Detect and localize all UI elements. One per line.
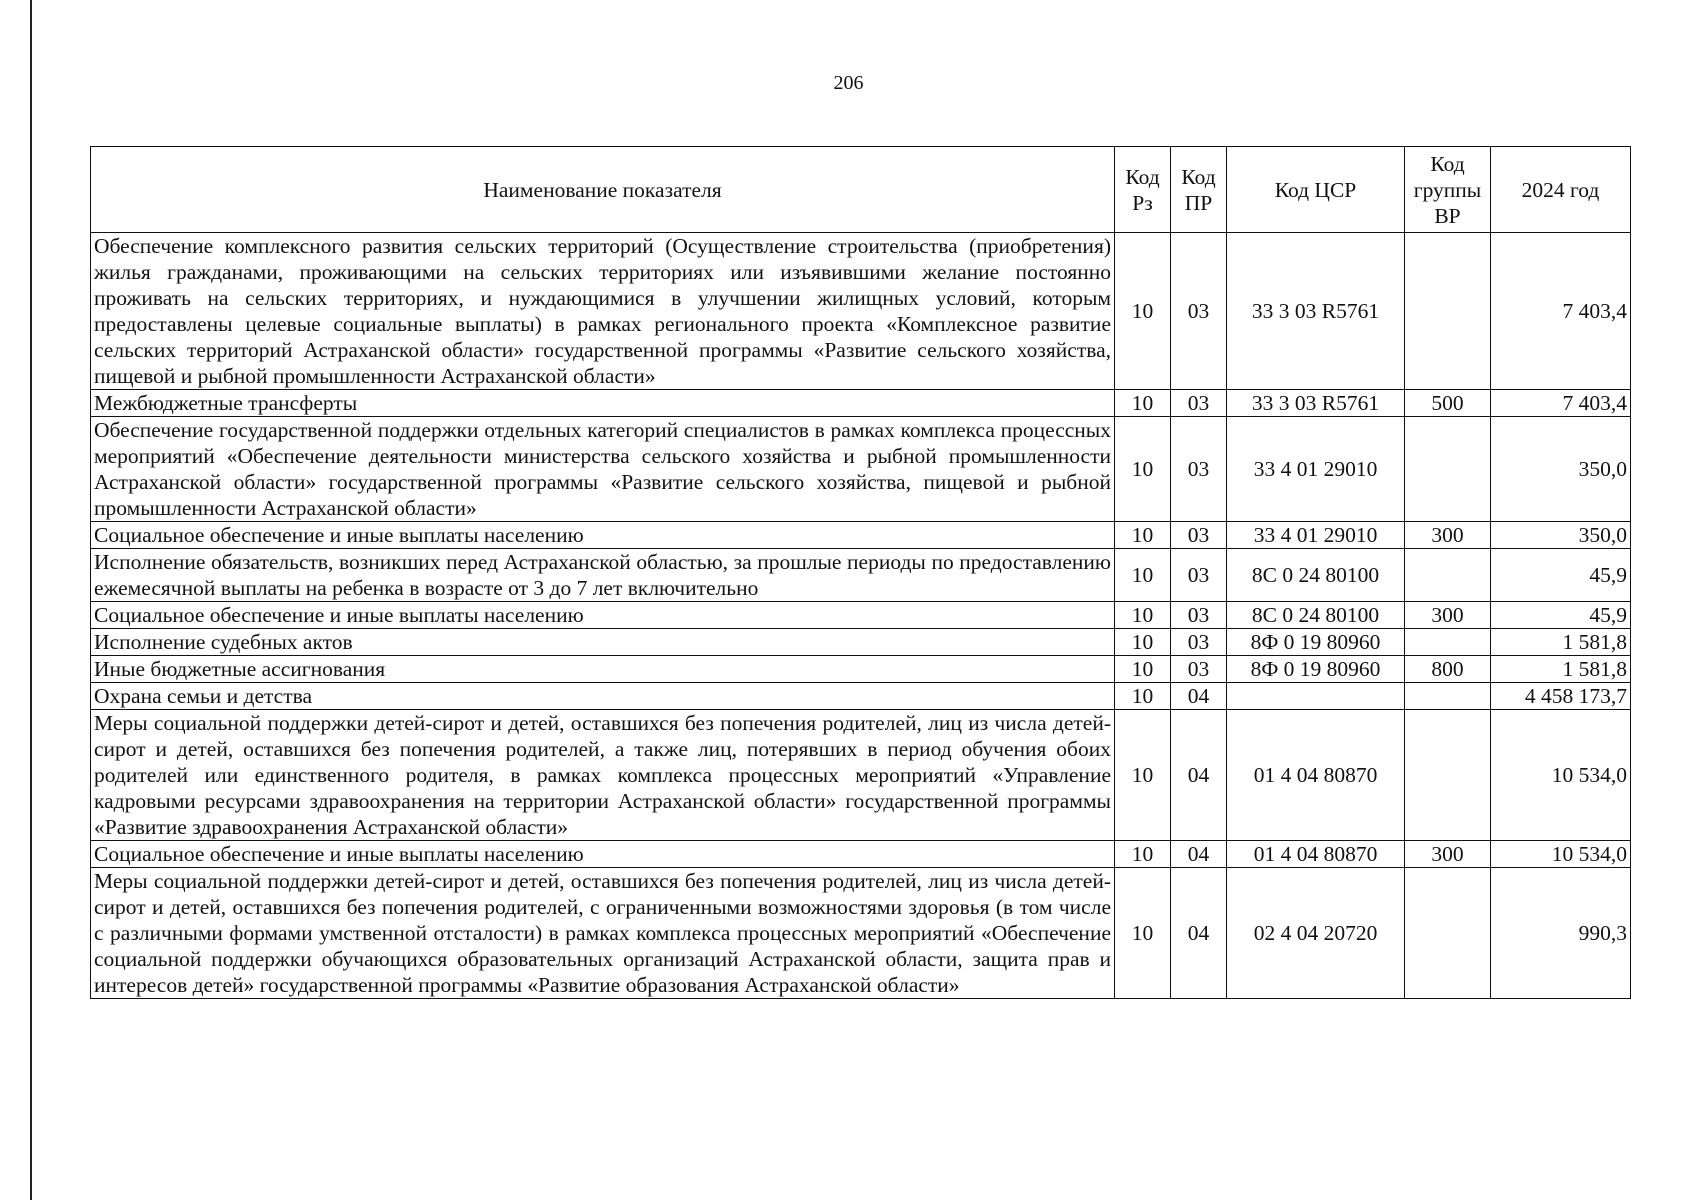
row-pr: 04: [1171, 868, 1227, 999]
table-row: [91, 841, 1631, 868]
row-amount: 4 458 173,7: [1491, 683, 1631, 710]
row-rz: 10: [1115, 868, 1171, 999]
row-vr: 300: [1405, 841, 1491, 868]
table-row: [91, 390, 1631, 417]
row-name: Социальное обеспечение и иные выплаты населению: [91, 602, 1115, 629]
row-vr: [1405, 683, 1491, 710]
row-pr: 03: [1171, 417, 1227, 522]
table-row: [91, 602, 1631, 629]
row-amount: 7 403,4: [1491, 390, 1631, 417]
row-name: Охрана семьи и детства: [91, 683, 1115, 710]
row-pr: 03: [1171, 656, 1227, 683]
row-rz: 10: [1115, 629, 1171, 656]
header-year: 2024 год: [1491, 147, 1631, 233]
row-csr: [1227, 683, 1405, 710]
row-amount: 1 581,8: [1491, 656, 1631, 683]
row-amount: 350,0: [1491, 417, 1631, 522]
row-name: Исполнение судебных актов: [91, 629, 1115, 656]
row-csr: 33 4 01 29010: [1227, 522, 1405, 549]
row-pr: 04: [1171, 683, 1227, 710]
row-rz: 10: [1115, 522, 1171, 549]
row-name: Обеспечение комплексного развития сельских территорий (Осуществление строительства (приобретения) жилья гражданами, проживающими на сельских территориях или изъявившими желание постоянно проживать на сельских территориях, и нуждающимися в улучшении жилищных условий, которым предоставлены целевые социальные выплаты) в рамках регионального проекта «Комплексное развитие сельских территорий Астраханской области» государственной программы «Развитие сельского хозяйства, пищевой и рыбной промышленности Астраханской области»: [91, 233, 1115, 390]
row-name: Социальное обеспечение и иные выплаты населению: [91, 841, 1115, 868]
row-vr: [1405, 233, 1491, 390]
row-amount: 7 403,4: [1491, 233, 1631, 390]
row-pr: 03: [1171, 549, 1227, 602]
row-pr: 03: [1171, 233, 1227, 390]
row-rz: 10: [1115, 417, 1171, 522]
row-amount: 990,3: [1491, 868, 1631, 999]
row-name: Меры социальной поддержки детей-сирот и детей, оставшихся без попечения родителей, лиц из числа детей-сирот и детей, оставшихся без попечения родителей, с ограниченными возможностями здоровья (в том числе с различными формами умственной отсталости) в рамках комплекса процессных мероприятий «Обеспечение социальной поддержки обучающихся образовательных организаций Астраханской области, защита прав и интересов детей» государственной программы «Развитие образования Астраханской области»: [91, 868, 1115, 999]
row-vr: [1405, 868, 1491, 999]
row-csr: 8С 0 24 80100: [1227, 549, 1405, 602]
row-rz: 10: [1115, 602, 1171, 629]
row-vr: 300: [1405, 602, 1491, 629]
row-pr: 03: [1171, 602, 1227, 629]
budget-table: [90, 146, 1631, 999]
row-rz: 10: [1115, 841, 1171, 868]
row-name: Межбюджетные трансферты: [91, 390, 1115, 417]
row-vr: 300: [1405, 522, 1491, 549]
binding-line: [30, 0, 32, 1200]
row-rz: 10: [1115, 390, 1171, 417]
header-name: Наименование показателя: [91, 147, 1115, 233]
row-csr: 01 4 04 80870: [1227, 841, 1405, 868]
header-vr: Код группы ВР: [1405, 147, 1491, 233]
row-amount: 10 534,0: [1491, 841, 1631, 868]
row-csr: 33 4 01 29010: [1227, 417, 1405, 522]
row-rz: 10: [1115, 656, 1171, 683]
table-row: [91, 522, 1631, 549]
page-number: 206: [833, 72, 864, 94]
row-vr: [1405, 417, 1491, 522]
table-row: [91, 656, 1631, 683]
row-csr: 8С 0 24 80100: [1227, 602, 1405, 629]
row-amount: 45,9: [1491, 602, 1631, 629]
row-name: Обеспечение государственной поддержки отдельных категорий специалистов в рамках комплекса процессных мероприятий «Обеспечение деятельности министерства сельского хозяйства и рыбной промышленности Астраханской области» государственной программы «Развитие сельского хозяйства, пищевой и рыбной промышленности Астраханской области»: [91, 417, 1115, 522]
header-rz: Код Рз: [1115, 147, 1171, 233]
table-row: [91, 549, 1631, 602]
row-pr: 04: [1171, 841, 1227, 868]
row-amount: 1 581,8: [1491, 629, 1631, 656]
row-amount: 10 534,0: [1491, 710, 1631, 841]
row-rz: 10: [1115, 683, 1171, 710]
row-amount: 45,9: [1491, 549, 1631, 602]
table-row: [91, 868, 1631, 999]
row-name: Исполнение обязательств, возникших перед Астраханской областью, за прошлые периоды по предоставлению ежемесячной выплаты на ребенка в возрасте от 3 до 7 лет включительно: [91, 549, 1115, 602]
row-csr: 02 4 04 20720: [1227, 868, 1405, 999]
row-csr: 33 3 03 R5761: [1227, 233, 1405, 390]
row-pr: 03: [1171, 390, 1227, 417]
row-name: Меры социальной поддержки детей-сирот и детей, оставшихся без попечения родителей, лиц из числа детей-сирот и детей, оставшихся без попечения родителей, а также лиц, потерявших в период обучения обоих родителей или единственного родителя, в рамках комплекса процессных мероприятий «Управление кадровыми ресурсами здравоохранения на территории Астраханской области» государственной программы «Развитие здравоохранения Астраханской области»: [91, 710, 1115, 841]
row-csr: 8Ф 0 19 80960: [1227, 656, 1405, 683]
row-rz: 10: [1115, 549, 1171, 602]
header-csr: Код ЦСР: [1227, 147, 1405, 233]
row-amount: 350,0: [1491, 522, 1631, 549]
row-vr: [1405, 710, 1491, 841]
row-csr: 33 3 03 R5761: [1227, 390, 1405, 417]
row-name: Иные бюджетные ассигнования: [91, 656, 1115, 683]
row-vr: 500: [1405, 390, 1491, 417]
row-vr: [1405, 629, 1491, 656]
row-csr: 01 4 04 80870: [1227, 710, 1405, 841]
row-pr: 03: [1171, 629, 1227, 656]
row-name: Социальное обеспечение и иные выплаты населению: [91, 522, 1115, 549]
row-rz: 10: [1115, 233, 1171, 390]
table-row: [91, 683, 1631, 710]
row-pr: 04: [1171, 710, 1227, 841]
table-row: [91, 629, 1631, 656]
row-vr: [1405, 549, 1491, 602]
header-row: [91, 147, 1631, 233]
row-rz: 10: [1115, 710, 1171, 841]
table-row: [91, 233, 1631, 390]
table-row: [91, 710, 1631, 841]
row-pr: 03: [1171, 522, 1227, 549]
row-vr: 800: [1405, 656, 1491, 683]
header-pr: Код ПР: [1171, 147, 1227, 233]
row-csr: 8Ф 0 19 80960: [1227, 629, 1405, 656]
table-row: [91, 417, 1631, 522]
